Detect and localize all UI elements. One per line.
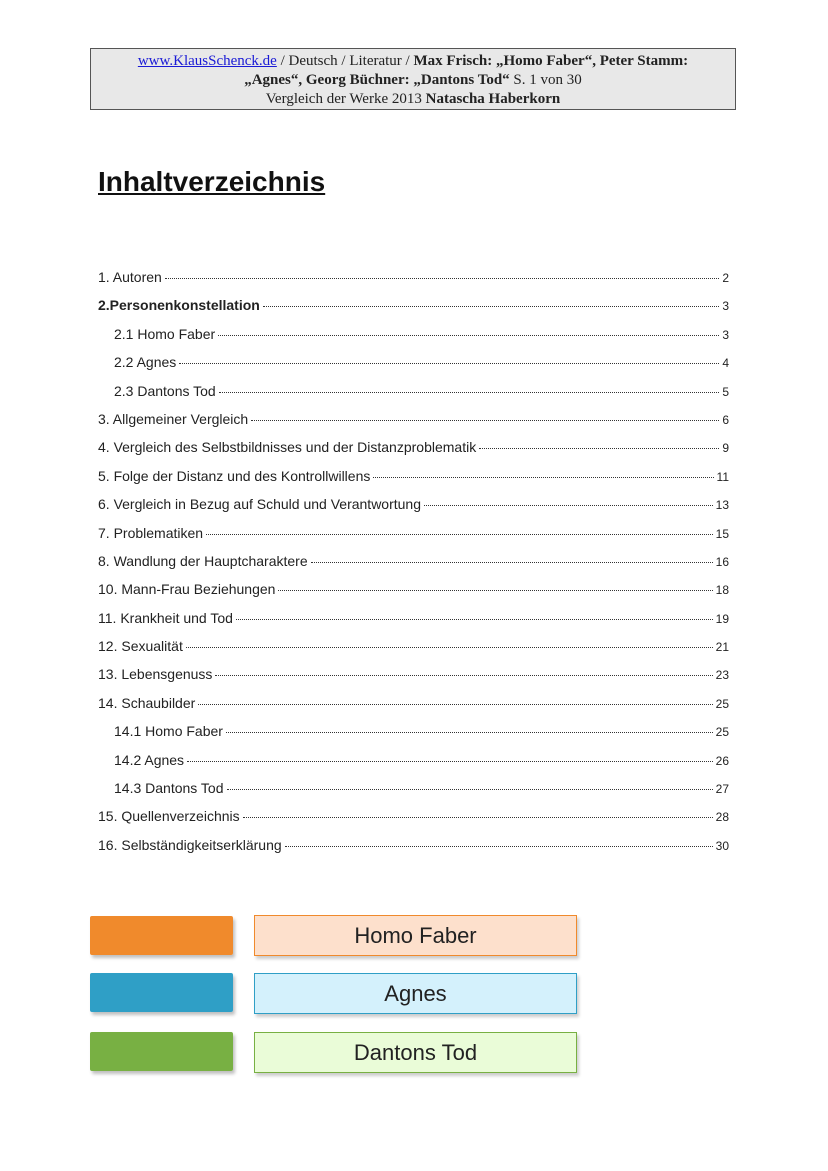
toc-leader	[373, 477, 713, 478]
toc-leader	[198, 704, 712, 705]
toc-label: 15. Quellenverzeichnis	[98, 808, 240, 825]
toc-leader	[263, 306, 719, 307]
toc-label: 2.1 Homo Faber	[114, 325, 216, 342]
toc-leader	[226, 732, 713, 733]
toc-label: 14. Schaubilder	[98, 694, 196, 711]
toc-label: 14.3 Dantons Tod	[114, 780, 224, 797]
toc-label: 7. Problematiken	[98, 524, 204, 541]
toc-page: 25	[715, 696, 729, 711]
toc-entry-schaubild-dantons-tod[interactable]	[98, 780, 729, 808]
legend-label-agnes	[254, 973, 577, 1014]
toc-page: 16	[715, 554, 729, 569]
toc-label: 14.1 Homo Faber	[114, 723, 223, 740]
header-works-2: „Agnes“, Georg Büchner: „Dantons Tod“	[244, 72, 510, 88]
toc-leader	[311, 562, 713, 563]
toc-leader	[219, 392, 720, 393]
toc-label: 4. Vergleich des Selbstbildnisses und der Distanzproblematik	[98, 439, 477, 456]
toc-page: 2	[722, 271, 729, 285]
toc-label: 11. Krankheit und Tod	[98, 609, 233, 626]
toc-entry-lebensgenuss[interactable]	[98, 666, 729, 694]
site-link[interactable]: www.KlausSchenck.de	[137, 53, 277, 69]
toc-label: 2.3 Dantons Tod	[114, 382, 216, 399]
toc-page: 27	[715, 782, 729, 797]
toc-leader	[165, 278, 719, 279]
toc-entry-schuld[interactable]	[98, 496, 729, 524]
header-path: / Deutsch / Literatur /	[276, 53, 414, 69]
legend-swatch-agnes	[90, 973, 233, 1012]
toc-leader	[215, 675, 712, 676]
toc-page: 15	[715, 526, 729, 541]
toc-leader	[179, 363, 719, 364]
toc-entry-selbstaendigkeitserklaerung[interactable]	[98, 837, 729, 865]
toc-page: 26	[715, 753, 729, 768]
toc-leader	[424, 505, 713, 506]
header-line-1	[91, 52, 735, 71]
toc-entry-agnes[interactable]	[98, 354, 729, 382]
toc-page: 30	[715, 838, 729, 853]
toc-entry-mann-frau[interactable]	[98, 581, 729, 609]
toc-leader	[218, 335, 719, 336]
header-page-info: S. 1 von 30	[509, 72, 582, 88]
toc-label: 8. Wandlung der Hauptcharaktere	[98, 552, 308, 569]
toc-entry-homo-faber[interactable]	[98, 326, 729, 354]
toc-entry-wandlung[interactable]	[98, 553, 729, 581]
header-line-2	[91, 71, 735, 90]
toc-entry-sexualitaet[interactable]	[98, 638, 729, 666]
toc-leader	[227, 789, 713, 790]
toc-leader	[285, 846, 713, 847]
toc-page: 6	[722, 412, 729, 427]
toc-page: 5	[722, 384, 729, 399]
toc-page: 4	[722, 356, 729, 371]
toc-entry-dantons-tod[interactable]	[98, 383, 729, 411]
page-title: Inhaltverzeichnis	[98, 166, 326, 197]
toc-label: 2.Personenkonstellation	[98, 297, 260, 314]
legend-swatch-dantons-tod	[90, 1032, 233, 1071]
toc-label: 14.2 Agnes	[114, 751, 185, 768]
toc-label: 2.2 Agnes	[114, 354, 177, 371]
toc-label: 5. Folge der Distanz und des Kontrollwillens	[98, 467, 371, 484]
legend-label-homo-faber	[254, 915, 577, 956]
toc-leader	[278, 590, 712, 591]
legend-label-dantons-tod	[254, 1032, 577, 1073]
toc-page: 21	[715, 640, 729, 655]
toc-leader	[186, 647, 713, 648]
page-header	[90, 48, 736, 110]
toc-page: 19	[715, 611, 729, 626]
toc-entry-schaubilder[interactable]	[98, 695, 729, 723]
toc-page: 23	[715, 668, 729, 683]
toc-label: 12. Sexualität	[98, 638, 183, 655]
header-author: Natascha Haberkorn	[425, 91, 561, 107]
toc-leader	[206, 534, 713, 535]
toc-page: 25	[715, 725, 729, 740]
toc-leader	[479, 448, 719, 449]
toc-page: 11	[716, 469, 729, 484]
toc-label: 13. Lebensgenuss	[98, 666, 213, 683]
toc-entry-quellenverzeichnis[interactable]	[98, 808, 729, 836]
toc-leader	[187, 761, 713, 762]
toc-entry-distanz[interactable]	[98, 468, 729, 496]
toc-leader	[236, 619, 713, 620]
toc-entry-personenkonstellation[interactable]	[98, 297, 729, 325]
legend-text: Homo Faber	[354, 922, 477, 948]
toc-entry-selbstbildnis[interactable]	[98, 439, 729, 467]
toc-page: 3	[722, 299, 729, 314]
toc-label: 1. Autoren	[98, 269, 162, 285]
table-of-contents	[98, 269, 729, 865]
legend-text: Dantons Tod	[353, 1039, 478, 1065]
toc-entry-krankheit[interactable]	[98, 610, 729, 638]
legend-text: Agnes	[384, 980, 447, 1006]
toc-label: 10. Mann-Frau Beziehungen	[98, 581, 276, 598]
toc-label: 16. Selbständigkeitserklärung	[98, 836, 282, 853]
toc-entry-allgemeiner-vergleich[interactable]	[98, 411, 729, 439]
header-line-3	[91, 90, 735, 109]
toc-page: 13	[715, 498, 729, 513]
toc-page: 3	[722, 327, 729, 342]
toc-page: 18	[715, 583, 729, 598]
header-works-1: Max Frisch: „Homo Faber“, Peter Stamm:	[413, 53, 689, 69]
toc-label: 3. Allgemeiner Vergleich	[98, 410, 249, 427]
toc-label: 6. Vergleich in Bezug auf Schuld und Verantwortung	[98, 496, 421, 513]
legend-swatch-homo-faber	[90, 916, 233, 955]
toc-entry-schaubild-homo-faber[interactable]	[98, 723, 729, 751]
toc-page: 9	[722, 441, 729, 456]
toc-leader	[251, 420, 719, 421]
toc-leader	[243, 817, 713, 818]
toc-entry-schaubild-agnes[interactable]	[98, 752, 729, 780]
toc-entry-problematiken[interactable]	[98, 525, 729, 553]
toc-page: 28	[715, 810, 729, 825]
toc-entry-autoren[interactable]	[98, 269, 729, 297]
header-subtitle: Vergleich der Werke 2013	[265, 91, 426, 107]
